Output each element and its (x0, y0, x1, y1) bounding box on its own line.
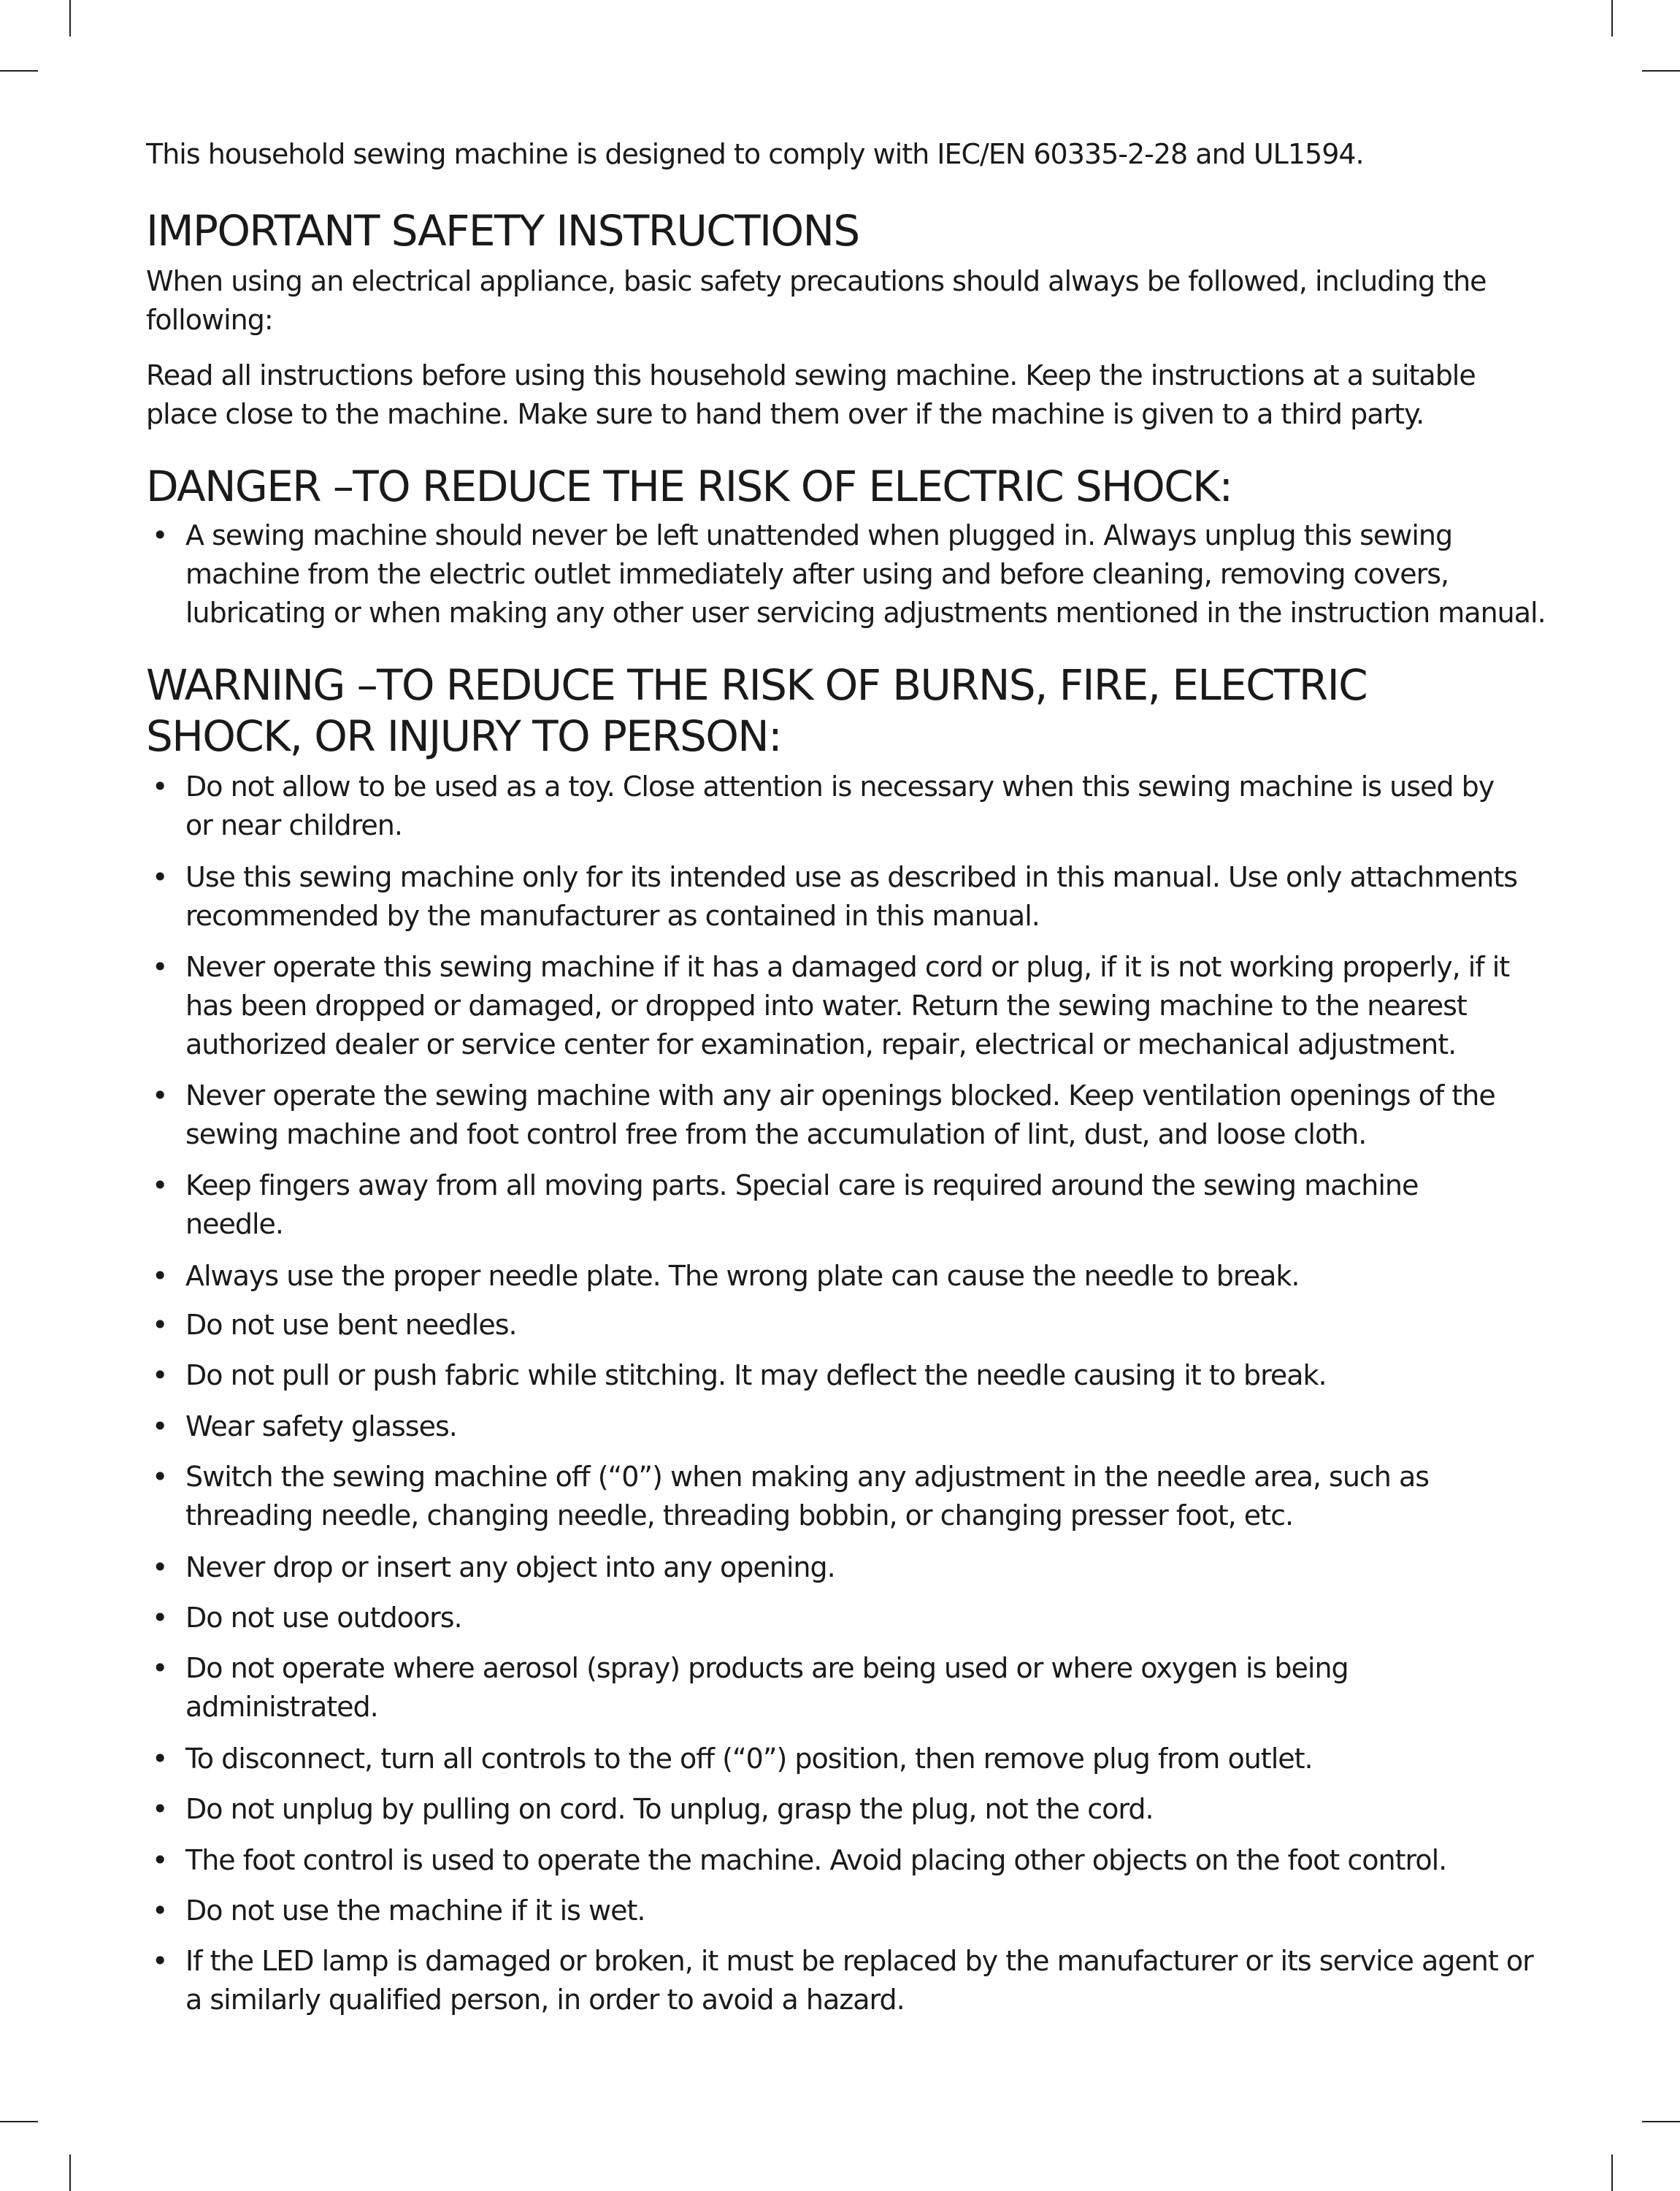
danger-heading: DANGER –TO REDUCE THE RISK OF ELECTRIC SHOCK: (146, 462, 1232, 511)
bullet-dot: • (152, 1793, 168, 1825)
warning-bullet-line: Use this sewing machine only for its intended use as described in this manual. Use only attachments (185, 861, 1518, 893)
danger-bullet-line1: A sewing machine should never be left unattended when plugged in. Always unplug this sewing (185, 519, 1453, 551)
warning-heading-line1: WARNING –TO REDUCE THE RISK OF BURNS, FIRE, ELECTRIC (146, 660, 1367, 710)
danger-bullet-line3: lubricating or when making any other user servicing adjustments mentioned in the instruction manual. (185, 597, 1546, 629)
safety-para1-line2: following: (146, 304, 273, 336)
crop-mark-bottom-left-h (0, 2121, 38, 2122)
warning-bullet-line: sewing machine and foot control free from the accumulation of lint, dust, and loose cloth. (185, 1118, 1367, 1150)
warning-bullet-line: Do not allow to be used as a toy. Close attention is necessary when this sewing machine is used by (185, 771, 1495, 803)
danger-bullet-line2: machine from the electric outlet immediately after using and before cleaning, removing covers, (185, 558, 1449, 590)
warning-bullet-line: has been dropped or damaged, or dropped into water. Return the sewing machine to the nearest (185, 990, 1467, 1022)
bullet-dot: • (152, 951, 168, 983)
bullet-dot: • (152, 1551, 168, 1583)
warning-bullet-line: authorized dealer or service center for examination, repair, electrical or mechanical adjustment. (185, 1028, 1457, 1060)
bullet-dot: • (152, 1309, 168, 1341)
warning-bullet-line: Do not unplug by pulling on cord. To unplug, grasp the plug, not the cord. (185, 1793, 1154, 1825)
bullet-dot: • (152, 1079, 168, 1112)
warning-bullet-line: If the LED lamp is damaged or broken, it must be replaced by the manufacturer or its service agent or (185, 1945, 1533, 1977)
warning-bullet-line: Always use the proper needle plate. The wrong plate can cause the needle to break. (185, 1260, 1300, 1292)
bullet-dot: • (152, 1743, 168, 1775)
crop-mark-top-right-h (1642, 70, 1680, 72)
bullet-dot: • (152, 1461, 168, 1493)
crop-mark-top-left-h (0, 70, 38, 72)
warning-bullet-line: administrated. (185, 1691, 378, 1723)
warning-bullet-line: Never drop or insert any object into any opening. (185, 1551, 835, 1583)
warning-bullet-line: threading needle, changing needle, threading bobbin, or changing presser foot, etc. (185, 1499, 1294, 1532)
bullet-dot: • (152, 1410, 168, 1442)
bullet-dot: • (152, 519, 168, 551)
warning-bullet-line: Switch the sewing machine off (“0”) when making any adjustment in the needle area, such as (185, 1461, 1430, 1493)
warning-bullet-line: Never operate this sewing machine if it has a damaged cord or plug, if it is not working properly, if it (185, 951, 1510, 983)
safety-para2-line2: place close to the machine. Make sure to hand them over if the machine is given to a third party. (146, 398, 1424, 430)
crop-mark-top-right (1611, 0, 1613, 37)
intro-text: This household sewing machine is designed to comply with IEC/EN 60335-2-28 and UL1594. (146, 138, 1364, 170)
warning-heading-line2: SHOCK, OR INJURY TO PERSON: (146, 711, 782, 761)
warning-bullet-line: a similarly qualified person, in order to avoid a hazard. (185, 1984, 905, 2016)
bullet-dot: • (152, 1894, 168, 1927)
bullet-dot: • (152, 1260, 168, 1292)
warning-bullet-line: Wear safety glasses. (185, 1410, 457, 1442)
warning-bullet-line: or near children. (185, 809, 402, 841)
warning-bullet-line: Do not use outdoors. (185, 1602, 462, 1634)
warning-bullet-line: Do not use bent needles. (185, 1309, 517, 1341)
bullet-dot: • (152, 1652, 168, 1684)
warning-bullet-line: recommended by the manufacturer as contained in this manual. (185, 900, 1040, 932)
safety-para2-line1: Read all instructions before using this household sewing machine. Keep the instructions at a suitable (146, 359, 1476, 391)
crop-mark-bottom-left (69, 2154, 71, 2191)
bullet-dot: • (152, 1844, 168, 1876)
crop-mark-bottom-right (1611, 2154, 1613, 2191)
bullet-dot: • (152, 1602, 168, 1634)
warning-bullet-line: To disconnect, turn all controls to the off (“0”) position, then remove plug from outlet. (185, 1743, 1313, 1775)
warning-bullet-line: The foot control is used to operate the machine. Avoid placing other objects on the foot control. (185, 1844, 1447, 1876)
bullet-dot: • (152, 861, 168, 893)
safety-para1-line1: When using an electrical appliance, basic safety precautions should always be followed, including the (146, 265, 1487, 297)
bullet-dot: • (152, 1169, 168, 1201)
bullet-dot: • (152, 1359, 168, 1391)
bullet-dot: • (152, 1945, 168, 1977)
safety-heading: IMPORTANT SAFETY INSTRUCTIONS (146, 206, 859, 256)
warning-bullet-line: Do not operate where aerosol (spray) products are being used or where oxygen is being (185, 1652, 1349, 1684)
warning-bullet-line: needle. (185, 1208, 283, 1240)
warning-bullet-line: Keep fingers away from all moving parts. Special care is required around the sewing machine (185, 1169, 1419, 1201)
warning-bullet-line: Do not pull or push fabric while stitching. It may deflect the needle causing it to break. (185, 1359, 1327, 1391)
crop-mark-bottom-right-h (1642, 2121, 1680, 2122)
warning-bullet-line: Never operate the sewing machine with any air openings blocked. Keep ventilation openings of the (185, 1079, 1495, 1112)
bullet-dot: • (152, 771, 168, 803)
crop-mark-top-left (69, 0, 71, 37)
warning-bullet-line: Do not use the machine if it is wet. (185, 1894, 645, 1927)
